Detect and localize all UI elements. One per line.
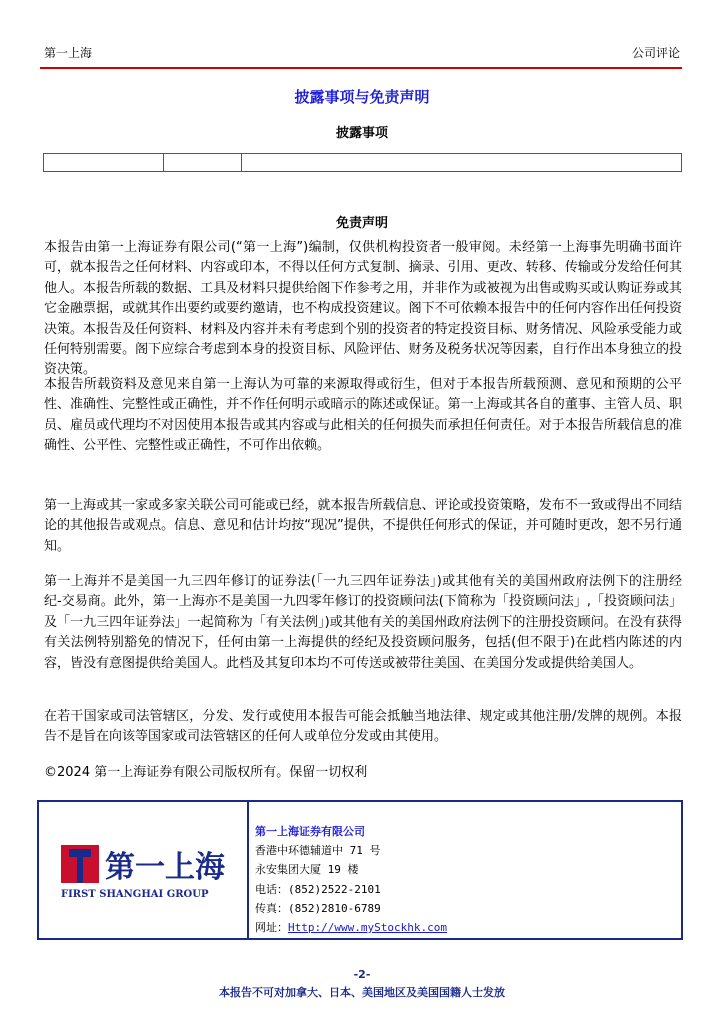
logo-text-cn: 第一上海 [105, 850, 225, 885]
disclosure-table [43, 153, 682, 172]
website-label: 网址： [255, 921, 288, 935]
company-logo [61, 839, 233, 901]
header-divider [40, 67, 682, 69]
page-number: -2- [353, 968, 371, 981]
table-cell [164, 154, 242, 172]
disclaimer-paragraph: 第一上海或其一家或多家关联公司可能或已经，就本报告所载信息、评论或投资策略，发布不一致或得出不同结论的其他报告或观点。信息、意见和估计均按“现况”提供，不提供任何形式的保证，并可随时更改，恕不另行通知。 [44, 498, 682, 554]
address-line: 香港中环德辅道中 71 号 [255, 844, 381, 858]
page-header [44, 44, 680, 60]
logo-cell [39, 802, 249, 938]
phone-number: 电话：(852)2522-2101 [255, 882, 381, 896]
table-cell [44, 154, 164, 172]
website-row [255, 918, 447, 937]
disclosure-heading: 披露事项 [335, 126, 388, 141]
disclaimer-paragraph: 第一上海并不是美国一九三四年修订的证券法(「一九三四年证券法」)或其他有关的美国州政府法例下的注册经纪-交易商。此外，第一上海亦不是美国一九四零年修订的投资顾问法(下简称为「投资顾问法」,「投资顾问法」及「一九三四年证券法」一起简称为「有关法例」)或其他有关的美国州政府法例下的注册投资顾问。在没有获得有关法例特别豁免的情况下，任何由第一上海提供的经纪及投资顾问服务，包括(但不限于)在此档内陈述的内容，皆没有意图提供给美国人。此档及其复印本均不可传送或被带往美国、在美国分发或提供给美国人。 [44, 574, 682, 671]
fax-number: 传真：(852)2810-6789 [255, 901, 381, 915]
logo-text-en: FIRST SHANGHAI GROUP [61, 889, 209, 900]
logo-mark-stem [77, 857, 83, 883]
distribution-restriction: 本报告不可对加拿大、日本、美国地区及美国国籍人士发放 [219, 986, 505, 999]
disclaimer-paragraph: 在若干国家或司法管辖区，分发、发行或使用本报告可能会抵触当地法律、规定或其他注册/发牌的规例。本报告不是旨在向该等国家或司法管辖区的任何人或单位分发或由其使用。 [44, 709, 682, 745]
table-row [44, 154, 682, 172]
header-company: 第一上海 [44, 46, 93, 60]
company-info [255, 822, 447, 937]
disclaimer-paragraph: 本报告由第一上海证券有限公司(“第一上海”)编制，仅供机构投资者一般审阅。未经第一上海事先明确书面许可，就本报告之任何材料、内容或印本，不得以任何方式复制、摘录、引用、更改、转移、传输或分发给任何其他人。本报告所载的数据、工具及材料只提供给阁下作参考之用，并非作为或被视为出售或购买或认购证券或其它金融票据，或就其作出要约或要约邀请，也不构成投资建议。阁下不可依赖本报告中的任何内容作出任何投资决策。本报告及任何资料、材料及内容并未有考虑到个别的投资者的特定投资目标、财务情况、风险承受能力或任何特别需要。阁下应综合考虑到本身的投资目标、风险评估、财务及税务状况等因素，自行作出本身独立的投资决策。 [44, 240, 682, 378]
contact-box [37, 800, 683, 940]
page-title: 披露事项与免责声明 [294, 88, 430, 106]
company-name: 第一上海证券有限公司 [255, 825, 365, 838]
disclaimer-paragraph: 本报告所载资料及意见来自第一上海认为可靠的来源取得或衍生，但对于本报告所载预测、意见和预期的公平性、准确性、完整性或正确性，并不作任何明示或暗示的陈述或保证。第一上海或其各自的董事、主管人员、职员、雇员或代理均不对因使用本报告或其内容或与此相关的任何损失而承担任何责任。对于本报告所载信息的准确性、公平性、完整性或正确性，不可作出依赖。 [44, 377, 682, 454]
header-section: 公司评论 [631, 46, 680, 60]
disclaimer-heading: 免责声明 [335, 216, 388, 231]
copyright-notice: ©2024 第一上海证券有限公司版权所有。保留一切权利 [44, 765, 368, 780]
address-line: 永安集团大厦 19 楼 [255, 863, 359, 877]
table-cell [242, 154, 682, 172]
website-link[interactable]: Http://www.myStockhk.com [288, 921, 447, 935]
logo-mark-bar [69, 849, 91, 857]
